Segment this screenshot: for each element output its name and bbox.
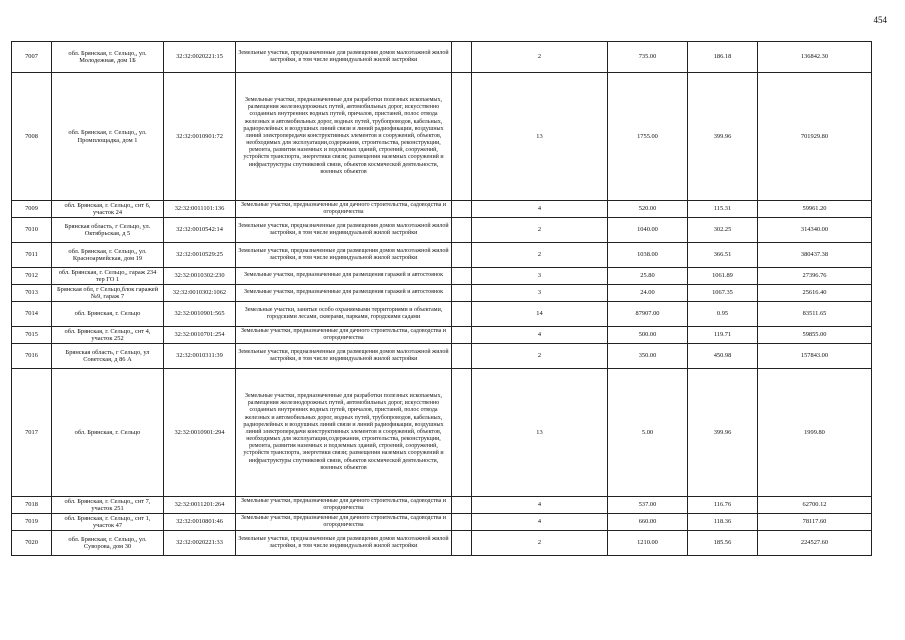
cadastral-number: 32:32:0010529:25 bbox=[164, 243, 236, 268]
table-row bbox=[12, 514, 872, 531]
cadastral-number: 32:32:0011201:264 bbox=[164, 497, 236, 514]
land-area: 24.00 bbox=[608, 285, 688, 302]
unit-price: 116.76 bbox=[688, 497, 758, 514]
cadastral-value: 380437.38 bbox=[758, 243, 872, 268]
cadastral-number: 32:32:0010542:14 bbox=[164, 218, 236, 243]
empty-cell bbox=[452, 327, 472, 344]
land-purpose: Земельные участки, предназначенные для размещения домов малоэтажной жилой застройки, в том числе индивидуальной жилой застройки bbox=[236, 243, 452, 268]
address-cell: обл. Брянская, г. Сельцо,, снт 4, участок 252 bbox=[52, 327, 164, 344]
land-area: 660.00 bbox=[608, 514, 688, 531]
address-cell: обл. Брянская, г. Сельцо,, снт 1, участок 47 bbox=[52, 514, 164, 531]
cadastral-number: 32:32:0010901:72 bbox=[164, 73, 236, 201]
cadastral-value: 62700.12 bbox=[758, 497, 872, 514]
group-code: 2 bbox=[472, 42, 608, 73]
table-row bbox=[12, 302, 872, 327]
land-purpose: Земельные участки, предназначенные для размещения домов малоэтажной жилой застройки, в том числе индивидуальной жилой застройки bbox=[236, 42, 452, 73]
row-number: 7015 bbox=[12, 327, 52, 344]
empty-cell bbox=[452, 369, 472, 497]
row-number: 7019 bbox=[12, 514, 52, 531]
table-row bbox=[12, 268, 872, 285]
unit-price: 185.56 bbox=[688, 531, 758, 556]
land-purpose: Земельные участки, предназначенные для размещения домов малоэтажной жилой застройки, в том числе индивидуальной жилой застройки bbox=[236, 218, 452, 243]
empty-cell bbox=[452, 243, 472, 268]
unit-price: 186.18 bbox=[688, 42, 758, 73]
address-cell: Брянская обл, г Сельцо,блок гаражей №9, гараж 7 bbox=[52, 285, 164, 302]
group-code: 13 bbox=[472, 73, 608, 201]
land-area: 500.00 bbox=[608, 327, 688, 344]
land-purpose: Земельные участки, предназначенные для дачного строительства, садоводства и огородничества bbox=[236, 514, 452, 531]
table-row bbox=[12, 531, 872, 556]
empty-cell bbox=[452, 268, 472, 285]
address-cell: обл. Брянская, г. Сельцо bbox=[52, 369, 164, 497]
land-area: 1210.00 bbox=[608, 531, 688, 556]
group-code: 3 bbox=[472, 285, 608, 302]
page-number: 454 bbox=[873, 15, 887, 25]
land-area: 735.00 bbox=[608, 42, 688, 73]
row-number: 7012 bbox=[12, 268, 52, 285]
address-cell: обл. Брянская, г. Сельцо,, гараж 234 тер ГО 1 bbox=[52, 268, 164, 285]
unit-price: 399.96 bbox=[688, 73, 758, 201]
cadastral-number: 32:32:0010701:254 bbox=[164, 327, 236, 344]
group-code: 2 bbox=[472, 243, 608, 268]
land-cadastral-table bbox=[11, 41, 872, 556]
unit-price: 366.51 bbox=[688, 243, 758, 268]
table-row bbox=[12, 497, 872, 514]
cadastral-number: 32:32:0010901:565 bbox=[164, 302, 236, 327]
group-code: 2 bbox=[472, 531, 608, 556]
empty-cell bbox=[452, 302, 472, 327]
group-code: 13 bbox=[472, 369, 608, 497]
row-number: 7016 bbox=[12, 344, 52, 369]
land-area: 537.00 bbox=[608, 497, 688, 514]
cadastral-value: 27396.76 bbox=[758, 268, 872, 285]
land-purpose: Земельные участки, предназначенные для размещения домов малоэтажной жилой застройки, в том числе индивидуальной жилой застройки bbox=[236, 344, 452, 369]
address-cell: обл. Брянская, г. Сельцо,, ул. Красноармейская, дом 19 bbox=[52, 243, 164, 268]
cadastral-value: 25616.40 bbox=[758, 285, 872, 302]
land-purpose: Земельные участки, предназначенные для дачного строительства, садоводства и огородничества bbox=[236, 201, 452, 218]
unit-price: 302.25 bbox=[688, 218, 758, 243]
empty-cell bbox=[452, 218, 472, 243]
unit-price: 0.95 bbox=[688, 302, 758, 327]
land-purpose: Земельные участки, предназначенные для разработки полезных ископаемых, размещения железнодорожных путей, автомобильных дорог, искусственно созданных внутренних водных путей, причалов, пристаней, полос отвода железных и автомобильных дорог, водных путей, трубопроводов, кабельных, радиорелейных и воздушных линий связи и линий радиофикации, воздушных линий электропередачи конструктивных элементов и сооружений, объектов, необходимых для эксплуатации,содержания, строительства, реконструкции, ремонта, развития наземных и подземных зданий, строений, сооружений, устройств транспорта, энергетики связи; размещения наземных сооружений и инфраструктуры спутниковой связи, объектов космической деятельности, военных объектов bbox=[236, 369, 452, 497]
cadastral-number: 32:32:0010901:294 bbox=[164, 369, 236, 497]
table-row bbox=[12, 73, 872, 201]
empty-cell bbox=[452, 344, 472, 369]
empty-cell bbox=[452, 201, 472, 218]
cadastral-number: 32:32:0010311:39 bbox=[164, 344, 236, 369]
row-number: 7017 bbox=[12, 369, 52, 497]
table-row bbox=[12, 327, 872, 344]
group-code: 4 bbox=[472, 514, 608, 531]
cadastral-number: 32:32:0020221:33 bbox=[164, 531, 236, 556]
address-cell: обл. Брянская, г. Сельцо,, ул. Промплощадка, дом 1 bbox=[52, 73, 164, 201]
cadastral-number: 32:32:0010801:46 bbox=[164, 514, 236, 531]
unit-price: 119.71 bbox=[688, 327, 758, 344]
row-number: 7008 bbox=[12, 73, 52, 201]
group-code: 4 bbox=[472, 497, 608, 514]
row-number: 7013 bbox=[12, 285, 52, 302]
empty-cell bbox=[452, 73, 472, 201]
unit-price: 118.36 bbox=[688, 514, 758, 531]
row-number: 7011 bbox=[12, 243, 52, 268]
empty-cell bbox=[452, 497, 472, 514]
empty-cell bbox=[452, 42, 472, 73]
address-cell: обл. Брянская, г. Сельцо bbox=[52, 302, 164, 327]
land-area: 87907.00 bbox=[608, 302, 688, 327]
group-code: 3 bbox=[472, 268, 608, 285]
table-row bbox=[12, 369, 872, 497]
land-purpose: Земельные участки, предназначенные для разработки полезных ископаемых, размещения железнодорожных путей, автомобильных дорог, искусственно созданных внутренних водных путей, причалов, пристаней, полос отвода железных и автомобильных дорог, водных путей, трубопроводов, кабельных, радиорелейных и воздушных линий связи и линий радиофикации, воздушных линий электропередачи конструктивных элементов и сооружений, объектов, необходимых для эксплуатации,содержания, строительства, реконструкции, ремонта, развития наземных и подземных зданий, строений, сооружений, устройств транспорта, энергетики связи; размещения наземных сооружений и инфраструктуры спутниковой связи, объектов космической деятельности, военных объектов bbox=[236, 73, 452, 201]
address-cell: обл. Брянская, г. Сельцо,, ул. Молодежная, дом 1Б bbox=[52, 42, 164, 73]
unit-price: 399.96 bbox=[688, 369, 758, 497]
cadastral-number: 32:32:0010302:1062 bbox=[164, 285, 236, 302]
land-area: 25.80 bbox=[608, 268, 688, 285]
cadastral-value: 59961.20 bbox=[758, 201, 872, 218]
table-row bbox=[12, 201, 872, 218]
group-code: 2 bbox=[472, 344, 608, 369]
cadastral-value: 1999.80 bbox=[758, 369, 872, 497]
row-number: 7007 bbox=[12, 42, 52, 73]
row-number: 7020 bbox=[12, 531, 52, 556]
table-row bbox=[12, 285, 872, 302]
unit-price: 450.98 bbox=[688, 344, 758, 369]
land-area: 350.00 bbox=[608, 344, 688, 369]
table-row bbox=[12, 243, 872, 268]
table-row bbox=[12, 218, 872, 243]
address-cell: обл. Брянская, г. Сельцо,, снт 7, участок 251 bbox=[52, 497, 164, 514]
cadastral-value: 136842.30 bbox=[758, 42, 872, 73]
empty-cell bbox=[452, 531, 472, 556]
land-area: 520.00 bbox=[608, 201, 688, 218]
land-purpose: Земельные участки, предназначенные для дачного строительства, садоводства и огородничества bbox=[236, 497, 452, 514]
land-purpose: Земельные участки, занятые особо охраняемыми территориями и объектами, городскими лесами, скверами, парками, городскими садами bbox=[236, 302, 452, 327]
group-code: 14 bbox=[472, 302, 608, 327]
land-area: 1040.00 bbox=[608, 218, 688, 243]
land-purpose: Земельные участки, предназначенные для размещения домов малоэтажной жилой застройки, в том числе индивидуальной жилой застройки bbox=[236, 531, 452, 556]
land-area: 5.00 bbox=[608, 369, 688, 497]
table-row bbox=[12, 42, 872, 73]
row-number: 7018 bbox=[12, 497, 52, 514]
address-cell: Брянская область, г Сельцо, ул. Октябрьская, д 5 bbox=[52, 218, 164, 243]
land-purpose: Земельные участки, предназначенные для размещения гаражей и автостоянок bbox=[236, 268, 452, 285]
cadastral-value: 701929.80 bbox=[758, 73, 872, 201]
group-code: 2 bbox=[472, 218, 608, 243]
cadastral-value: 314340.00 bbox=[758, 218, 872, 243]
row-number: 7009 bbox=[12, 201, 52, 218]
address-cell: обл. Брянская, г. Сельцо,, ул. Суворова, дом 30 bbox=[52, 531, 164, 556]
cadastral-number: 32:32:0011101:136 bbox=[164, 201, 236, 218]
cadastral-value: 224527.60 bbox=[758, 531, 872, 556]
empty-cell bbox=[452, 285, 472, 302]
land-purpose: Земельные участки, предназначенные для размещения гаражей и автостоянок bbox=[236, 285, 452, 302]
row-number: 7014 bbox=[12, 302, 52, 327]
cadastral-number: 32:32:0020221:15 bbox=[164, 42, 236, 73]
row-number: 7010 bbox=[12, 218, 52, 243]
land-area: 1038.00 bbox=[608, 243, 688, 268]
address-cell: Брянская область, г Сельцо, ул Советская, д 86 А bbox=[52, 344, 164, 369]
cadastral-number: 32:32:0010302:230 bbox=[164, 268, 236, 285]
land-area: 1755.00 bbox=[608, 73, 688, 201]
unit-price: 1067.35 bbox=[688, 285, 758, 302]
cadastral-value: 83511.65 bbox=[758, 302, 872, 327]
unit-price: 115.31 bbox=[688, 201, 758, 218]
empty-cell bbox=[452, 514, 472, 531]
cadastral-value: 59855.00 bbox=[758, 327, 872, 344]
group-code: 4 bbox=[472, 327, 608, 344]
land-purpose: Земельные участки, предназначенные для дачного строительства, садоводства и огородничества bbox=[236, 327, 452, 344]
group-code: 4 bbox=[472, 201, 608, 218]
cadastral-value: 157843.00 bbox=[758, 344, 872, 369]
unit-price: 1061.89 bbox=[688, 268, 758, 285]
cadastral-value: 78117.60 bbox=[758, 514, 872, 531]
address-cell: обл. Брянская, г. Сельцо,, снт 6, участок 24 bbox=[52, 201, 164, 218]
table-row bbox=[12, 344, 872, 369]
